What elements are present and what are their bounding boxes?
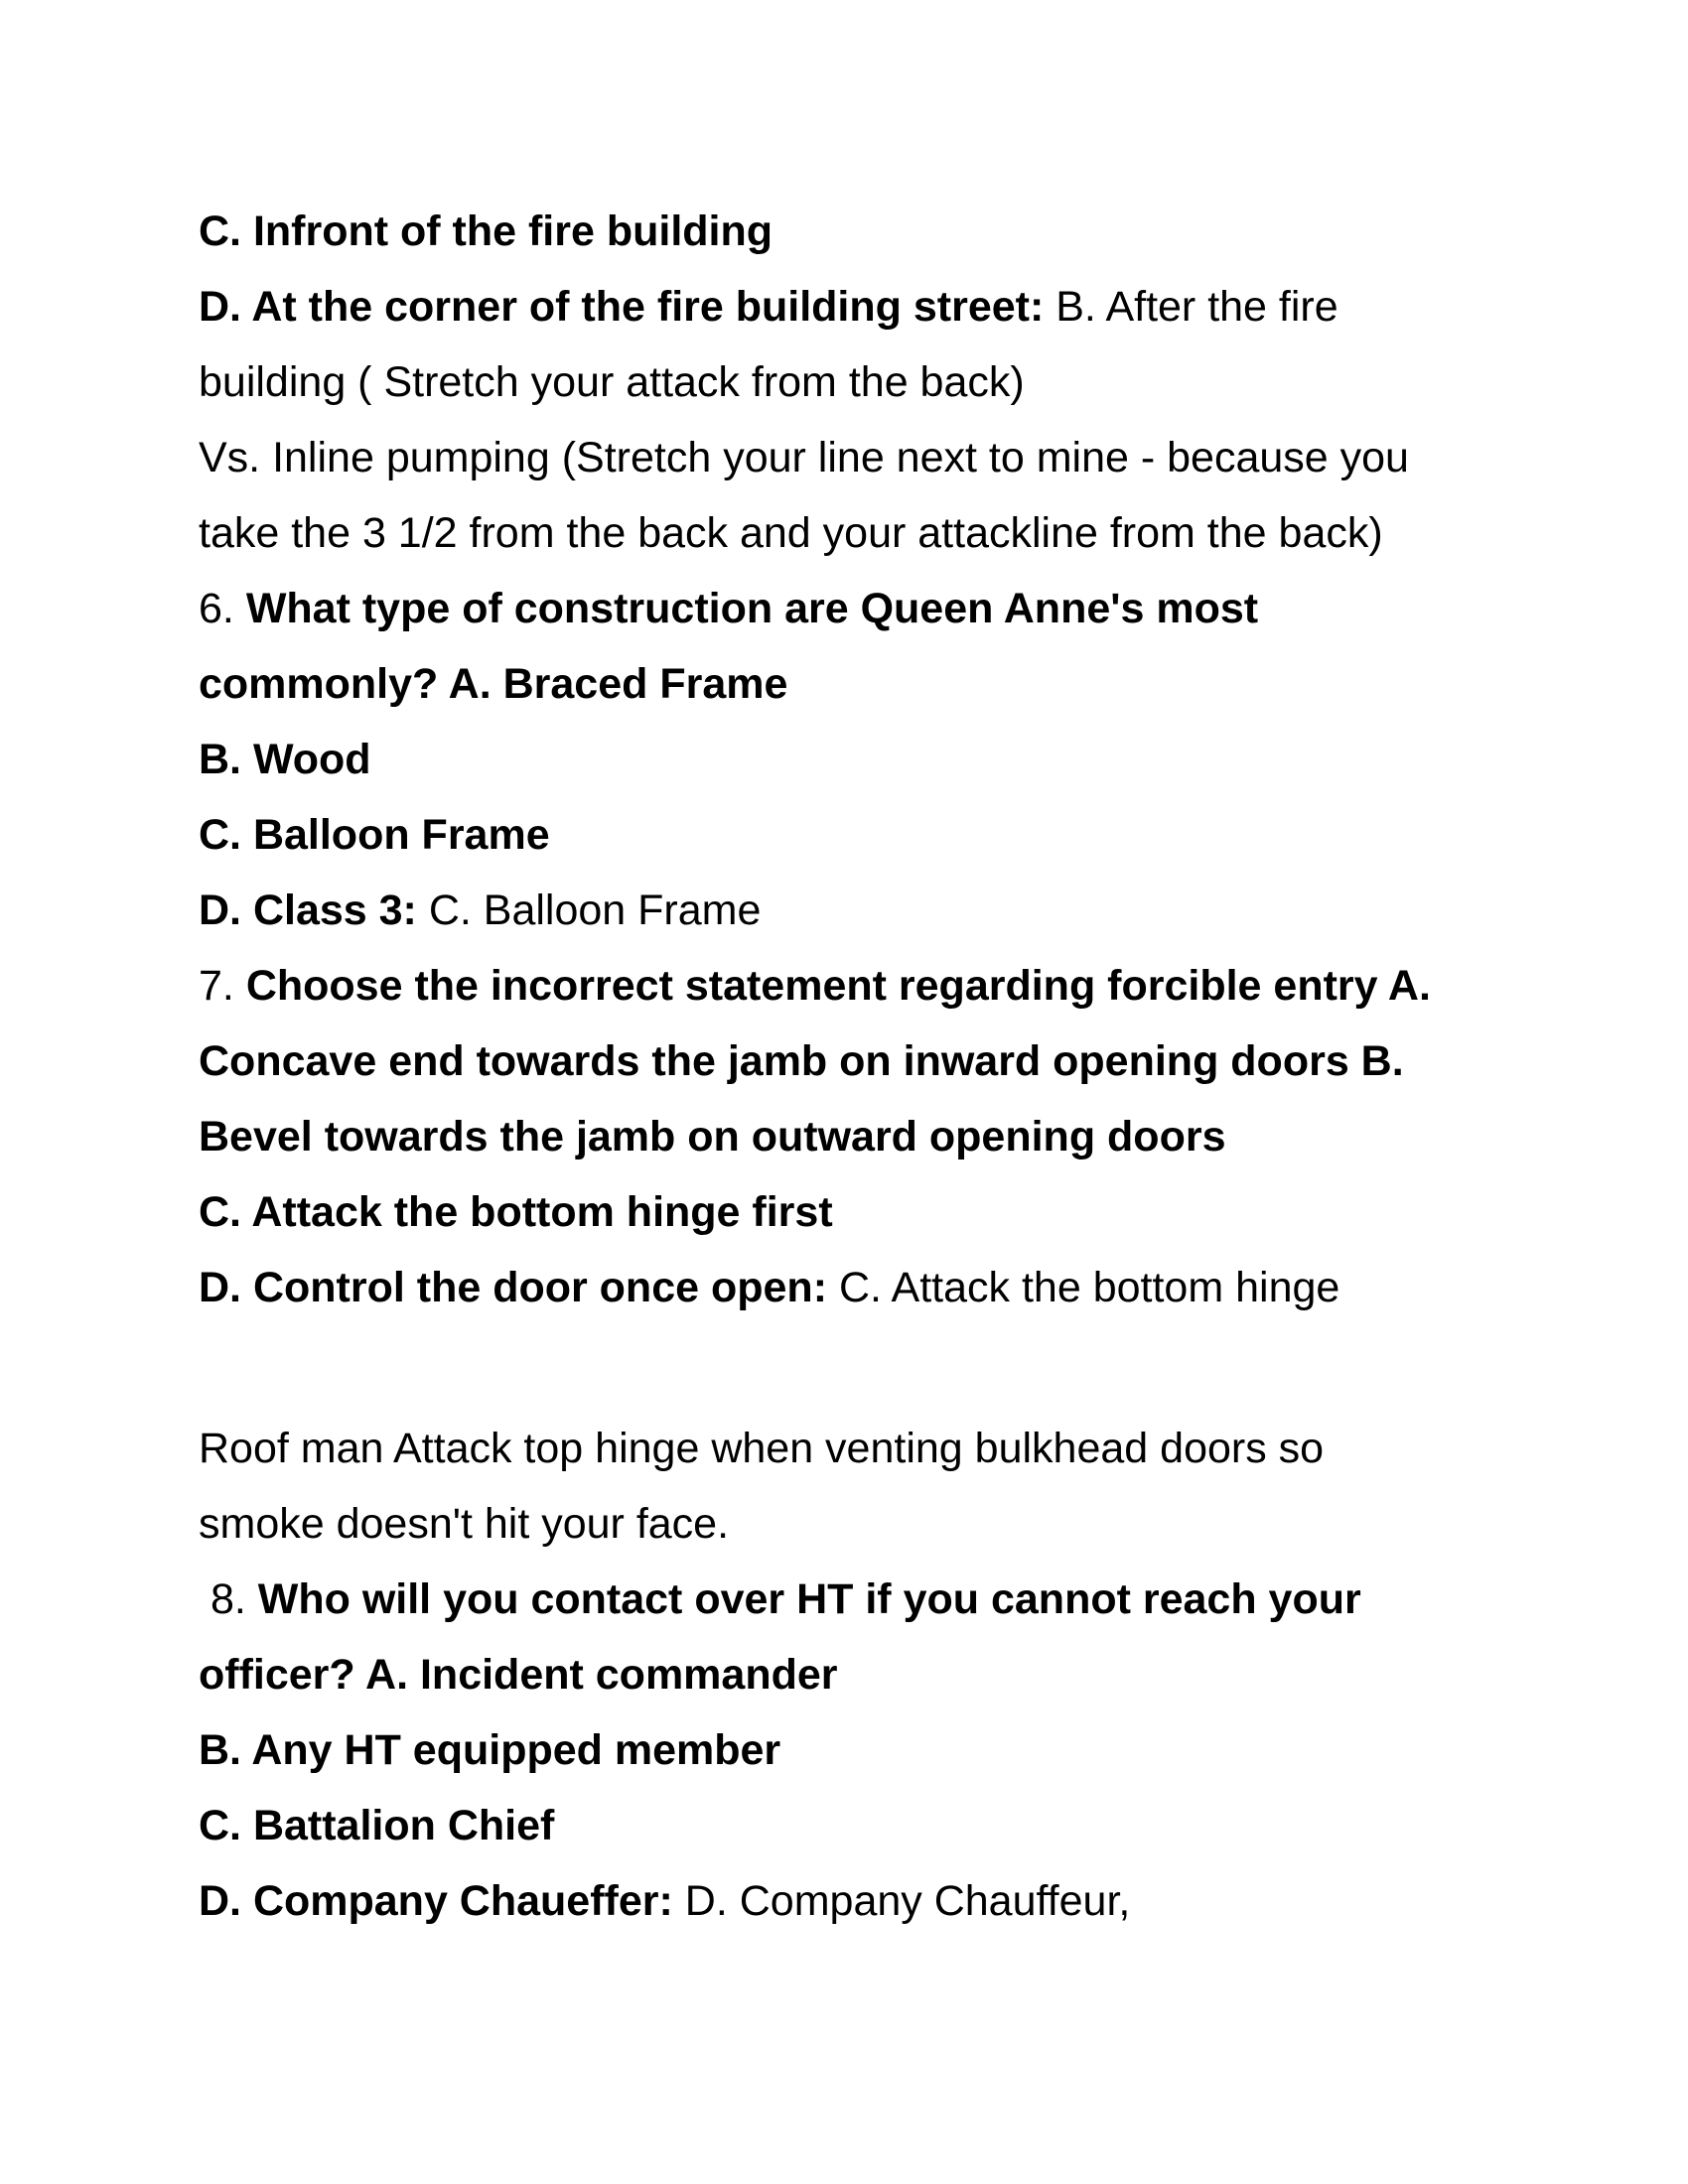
note-text: Roof man Attack top hinge when venting bulkhead doors so xyxy=(199,1425,1325,1472)
note-text: smoke doesn't hit your face. xyxy=(199,1500,730,1548)
option-d-chauffeur-answer xyxy=(199,1863,1489,1939)
question-7-continued xyxy=(199,1099,1489,1174)
option-c-battalion xyxy=(199,1788,1489,1863)
option-d-class3-answer xyxy=(199,873,1489,948)
note-line xyxy=(199,1486,1489,1562)
document-body xyxy=(199,194,1489,1939)
option-text: C. Attack the bottom hinge first xyxy=(199,1188,833,1236)
question-text: Concave end towards the jamb on inward opening doors B. xyxy=(199,1037,1404,1085)
question-text: Choose the incorrect statement regarding forcible entry A. xyxy=(245,962,1431,1010)
question-7 xyxy=(199,948,1489,1024)
question-number: 7. xyxy=(199,962,246,1010)
option-b-any-ht xyxy=(199,1712,1489,1788)
explanation-line xyxy=(199,495,1489,571)
explanation-line xyxy=(199,344,1489,420)
option-text: C. Balloon Frame xyxy=(199,811,550,859)
question-8 xyxy=(199,1562,1489,1637)
blank-line xyxy=(199,1325,1489,1411)
option-b-wood xyxy=(199,722,1489,797)
question-6-continued xyxy=(199,646,1489,722)
option-d-control-answer xyxy=(199,1250,1489,1325)
option-text: B. Wood xyxy=(199,736,371,783)
answer-text: D. Company Chauffeur, xyxy=(672,1877,1131,1925)
explanation-text: take the 3 1/2 from the back and your attackline from the back) xyxy=(199,509,1383,557)
answer-text: C. Attack the bottom hinge xyxy=(827,1264,1340,1311)
question-7-continued xyxy=(199,1024,1489,1099)
option-d-corner-answer xyxy=(199,269,1489,344)
option-text: D. At the corner of the fire building street: xyxy=(199,283,1045,331)
option-text: D. Class 3: xyxy=(199,887,417,934)
question-text: Who will you contact over HT if you cannot reach your xyxy=(257,1575,1361,1623)
answer-text: C. Balloon Frame xyxy=(416,887,762,934)
option-text: D. Company Chaueffer: xyxy=(199,1877,673,1925)
question-text: What type of construction are Queen Anne's most xyxy=(245,585,1259,632)
question-8-continued xyxy=(199,1637,1489,1712)
option-text: D. Control the door once open: xyxy=(199,1264,828,1311)
question-text: officer? A. Incident commander xyxy=(199,1651,838,1699)
note-line xyxy=(199,1411,1489,1486)
question-text: Bevel towards the jamb on outward opening doors xyxy=(199,1113,1226,1160)
question-6 xyxy=(199,571,1489,646)
explanation-text: Vs. Inline pumping (Stretch your line next to mine - because you xyxy=(199,434,1409,481)
explanation-text: building ( Stretch your attack from the back) xyxy=(199,358,1025,406)
question-number: 8. xyxy=(199,1575,258,1623)
explanation-line xyxy=(199,420,1489,495)
option-c-infront xyxy=(199,194,1489,269)
question-number: 6. xyxy=(199,585,246,632)
option-c-balloon xyxy=(199,797,1489,873)
option-text: C. Infront of the fire building xyxy=(199,207,774,255)
option-text: B. Any HT equipped member xyxy=(199,1726,781,1774)
option-text: C. Battalion Chief xyxy=(199,1802,555,1849)
option-c-bottom-hinge xyxy=(199,1174,1489,1250)
question-text: commonly? A. Braced Frame xyxy=(199,660,788,708)
answer-text: B. After the fire xyxy=(1044,283,1338,331)
